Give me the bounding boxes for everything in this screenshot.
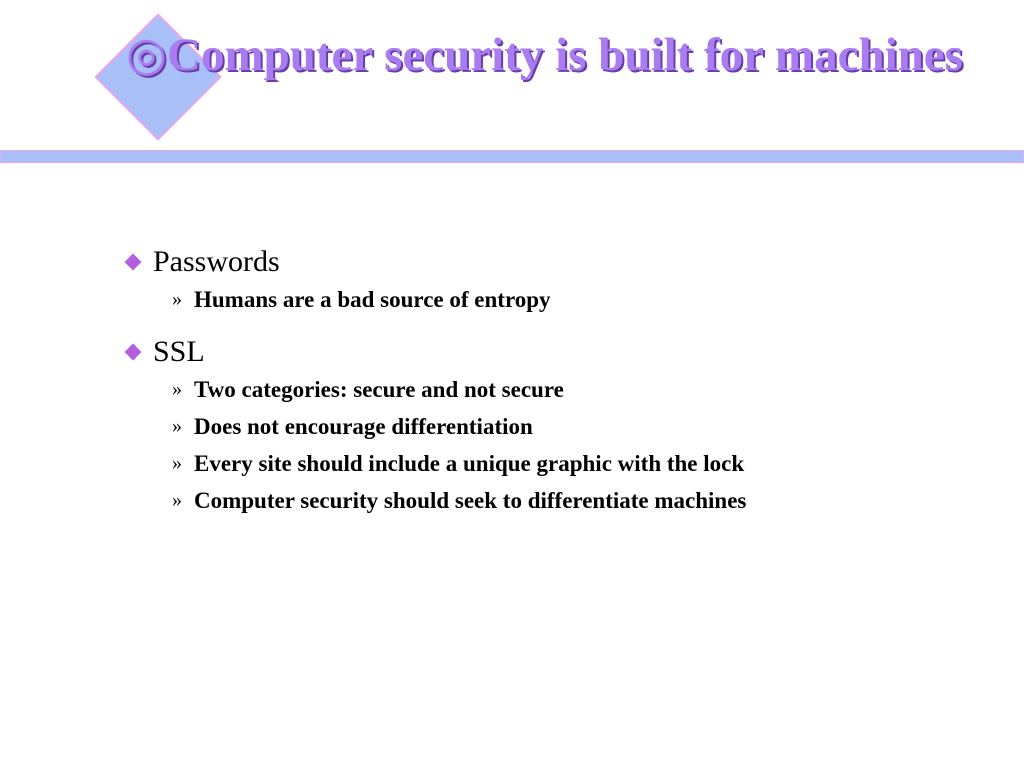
sub-item bbox=[172, 408, 984, 445]
diamond-bullet-icon bbox=[125, 254, 142, 271]
bullet-item bbox=[124, 333, 984, 371]
chevron-right-icon: » bbox=[172, 489, 182, 511]
bullet-label: SSL bbox=[153, 335, 205, 368]
chevron-right-icon: » bbox=[172, 452, 182, 474]
chevron-right-icon: » bbox=[172, 288, 182, 310]
slide-title: ◎Computer security is built for machines bbox=[126, 29, 963, 81]
sub-item-label: Humans are a bad source of entropy bbox=[194, 286, 551, 312]
sub-item-label: Computer security should seek to differentiate machines bbox=[194, 487, 747, 513]
sub-item-label: Does not encourage differentiation bbox=[194, 413, 533, 439]
sub-item bbox=[172, 445, 984, 482]
sub-list bbox=[124, 281, 984, 318]
bullet-list bbox=[124, 243, 984, 534]
sub-item bbox=[172, 371, 984, 408]
chevron-right-icon: » bbox=[172, 415, 182, 437]
bullet-item bbox=[124, 243, 984, 281]
bullet-label: Passwords bbox=[153, 245, 280, 278]
title-divider bbox=[0, 150, 1024, 163]
bullet-group-passwords bbox=[124, 243, 984, 318]
chevron-right-icon: » bbox=[172, 378, 182, 400]
sub-list bbox=[124, 371, 984, 519]
sub-item bbox=[172, 482, 984, 519]
sub-item-label: Two categories: secure and not secure bbox=[194, 376, 564, 402]
sub-item-label: Every site should include a unique graphic with the lock bbox=[194, 450, 745, 476]
bullet-group-ssl bbox=[124, 333, 984, 519]
sub-item bbox=[172, 281, 984, 318]
diamond-bullet-icon bbox=[125, 344, 142, 361]
